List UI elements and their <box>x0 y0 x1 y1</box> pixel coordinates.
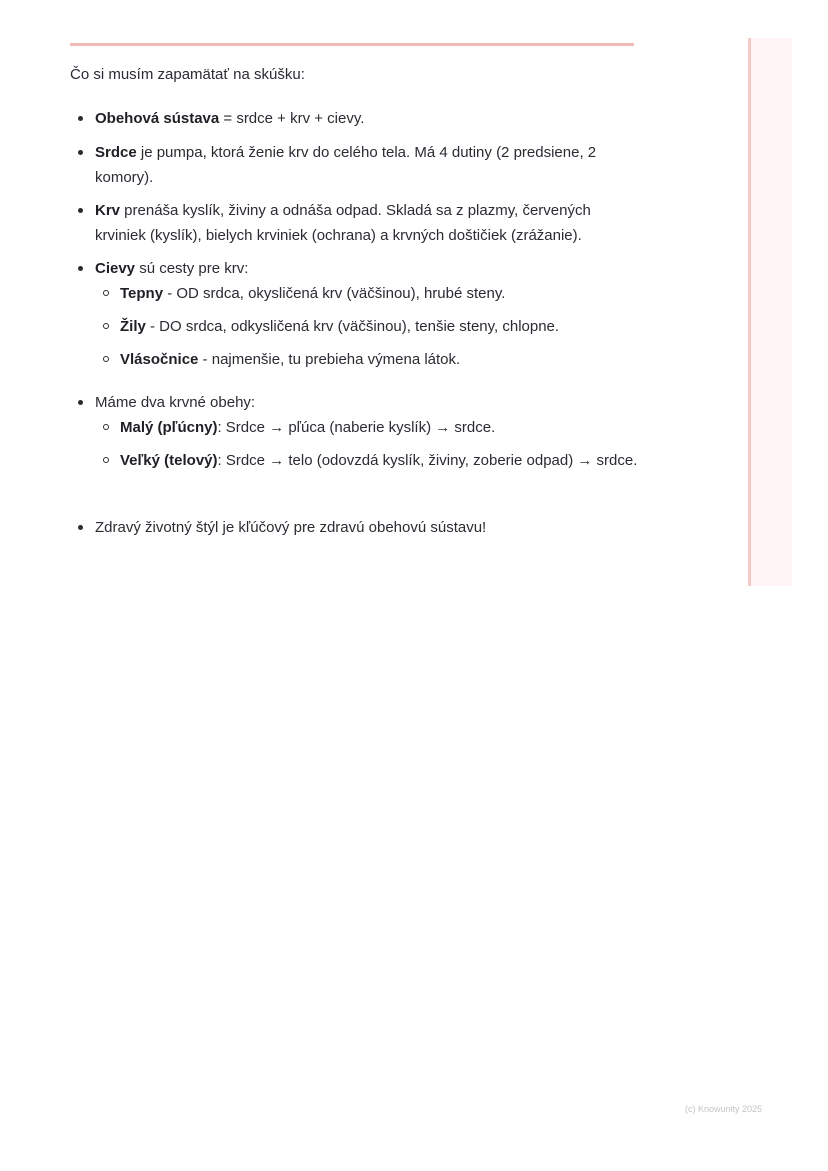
side-margin-panel <box>748 38 792 586</box>
list-item <box>95 106 640 131</box>
item-text: prenáša kyslík, živiny a odnáša odpad. Skladá sa z plazmy, červených krviniek (kyslík), bielych krviniek (ochrana) a krvných doštičiek (zrážanie). <box>95 202 591 244</box>
item-text: Máme dva krvné obehy: <box>95 394 256 411</box>
item-term: Cievy <box>95 260 136 277</box>
copyright-footer: (c) Knowunity 2025 <box>685 1104 763 1114</box>
item-text: sú cesty pre krv: <box>135 260 249 277</box>
item-term: Tepny <box>120 285 164 302</box>
item-text: Zdravý životný štýl je kľúčový pre zdravú obehovú sústavu! <box>95 519 487 536</box>
sub-list-item <box>120 314 640 339</box>
list-item <box>95 515 640 540</box>
top-divider <box>70 43 634 46</box>
item-text: - OD srdca, okysličená krv (väčšinou), hrubé steny. <box>163 285 506 302</box>
item-term: Vlásočnice <box>120 351 199 368</box>
sub-list-item <box>120 448 640 473</box>
item-term: Malý (pľúcny) <box>120 419 218 436</box>
sub-list-item <box>120 415 640 440</box>
item-term: Veľký (telový) <box>120 452 218 469</box>
sub-list-item <box>120 347 640 372</box>
item-text: - najmenšie, tu prebieha výmena látok. <box>198 351 461 368</box>
intro-text: Čo si musím zapamätať na skúšku: <box>70 66 305 83</box>
list-item <box>95 198 640 248</box>
sub-list-item <box>120 281 640 306</box>
item-text: : Srdce → pľúca (naberie kyslík) → srdce. <box>217 419 496 436</box>
item-text: = srdce + krv + cievy. <box>219 110 365 127</box>
item-term: Krv <box>95 202 121 219</box>
list-item <box>95 140 640 190</box>
item-term: Žily <box>120 318 146 335</box>
list-item <box>95 256 640 281</box>
item-term: Srdce <box>95 144 137 161</box>
item-text: : Srdce → telo (odovzdá kyslík, živiny, zoberie odpad) → srdce. <box>217 452 638 469</box>
item-text: - DO srdca, odkysličená krv (väčšinou), tenšie steny, chlopne. <box>145 318 560 335</box>
item-text: je pumpa, ktorá ženie krv do celého tela. Má 4 dutiny (2 predsiene, 2 komory). <box>95 144 597 186</box>
item-term: Obehová sústava <box>95 110 220 127</box>
list-item <box>95 390 640 415</box>
